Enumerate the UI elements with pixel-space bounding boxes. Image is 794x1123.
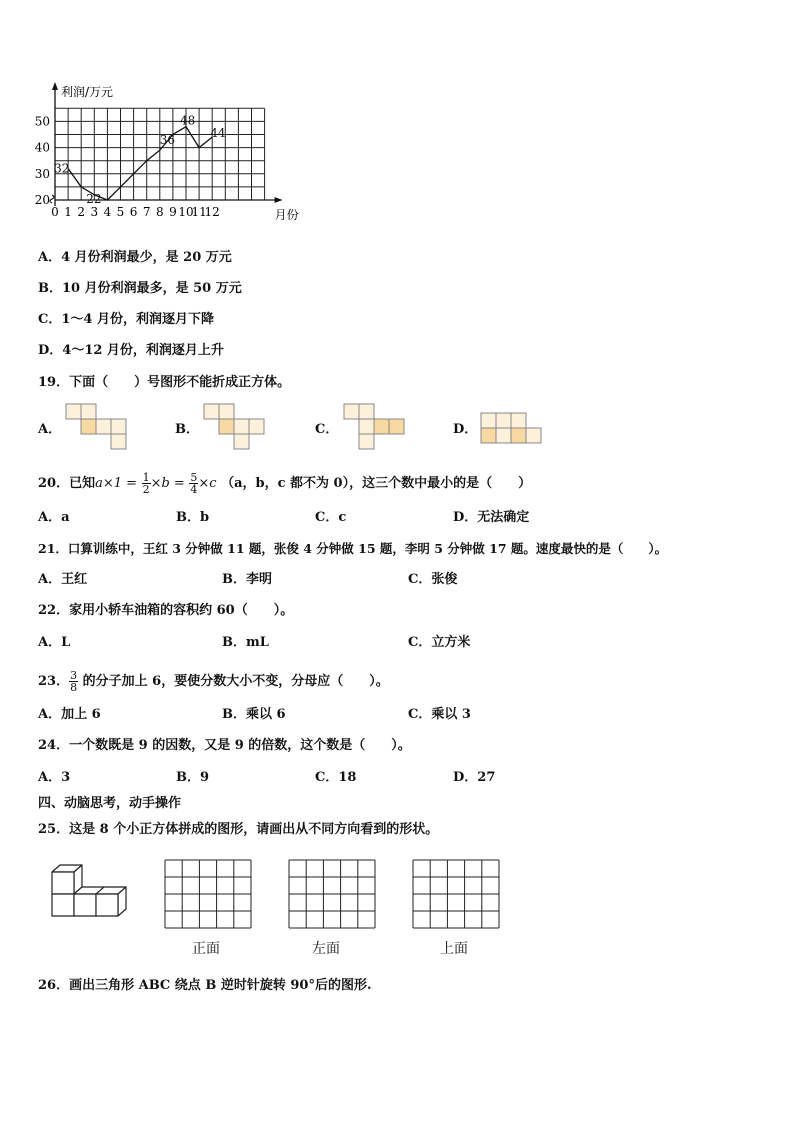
y-axis-label: 利润/万元 [61,85,114,99]
q19-label-b: B． [175,422,199,437]
cube-net-a [66,404,136,452]
q24-option-a: A．3 [38,770,71,785]
profit-series-line [68,127,212,200]
axis-break-mark [50,195,54,203]
x-tick-label: 6 [129,205,138,219]
left-view-grid[interactable] [288,859,376,929]
q24-option-b: B．9 [176,770,210,785]
y-tick-label: 40 [34,140,50,155]
q20-option-d: D．无法确定 [453,510,530,525]
q18-option-b: B．10 月份利润最多，是 50 万元 [38,281,242,296]
q20-option-b: B．b [176,510,210,525]
cube-stack-figure [44,862,134,926]
q22-option-a: A．L [38,635,71,650]
data-label: 36 [159,133,176,148]
x-tick-label: 5 [116,205,125,219]
data-label: 22 [86,191,102,206]
cube-net-b [204,404,274,452]
x-axis-arrow [275,197,283,203]
q20-option-c: C．c [315,510,347,525]
x-tick-label: 11 [191,205,207,219]
x-tick-label: 7 [142,205,151,219]
q24-option-d: D．27 [453,770,496,785]
y-tick-label: 30 [34,166,50,181]
x-tick-label: 10 [178,205,194,219]
q20-stem: 20．已知a×1 = $\frac{1}{2}$ ×b = $\frac{5}{4}$ ×c （a，b，c 都不为 0），这三个数中最小的是（ ） [38,471,532,496]
q25-stem: 25．这是 8 个小正方体拼成的图形，请画出从不同方向看到的形状。 [38,822,439,837]
q19-label-c: C． [315,422,339,437]
x-tick-label: 1 [64,205,72,219]
q21-stem: 21．口算训练中，王红 3 分钟做 11 题，张俊 4 分钟做 15 题，李明 5 分钟做 17 题。速度最快的是（ ）。 [38,541,668,556]
y-axis-arrow [52,82,58,90]
cube-net-d [481,413,551,449]
x-tick-label: 0 [51,205,59,219]
x-tick-label: 2 [77,205,86,219]
top-view-caption: 上面 [440,941,468,957]
q19-label-d: D． [453,422,478,437]
x-tick-label: 8 [155,205,164,219]
q24-option-c: C．18 [315,770,357,785]
q23-stem: 23． $\frac{3}{8}$ 的分子加上 6，要使分数大小不变，分母应（ ）。 [38,669,389,694]
data-label: 32 [54,161,70,176]
q26-stem: 26．画出三角形 ABC 绕点 B 逆时针旋转 90°后的图形. [38,978,372,993]
front-view-grid[interactable] [164,859,252,929]
q23-option-a: A．加上 6 [38,707,101,722]
y-tick-label: 20 [34,193,50,207]
q22-stem: 22．家用小轿车油箱的容积约 60（ ）。 [38,603,294,618]
x-tick-label: 3 [90,205,99,219]
q19-label-a: A． [38,422,62,437]
q18-option-d: D．4～12 月份，利润逐月上升 [38,343,224,358]
q21-option-a: A．王红 [38,572,88,587]
q22-option-b: B．mL [222,635,269,650]
section-heading: 四、动脑思考，动手操作 [38,796,182,811]
cube-net-c [344,404,414,452]
profit-line-chart [0,78,794,238]
data-label: 44 [210,126,226,141]
q21-option-c: C．张俊 [408,572,458,587]
q21-option-b: B．李明 [222,572,272,587]
q19-stem: 19．下面（ ）号图形不能折成正方体。 [38,375,291,390]
q18-option-c: C．1～4 月份，利润逐月下降 [38,312,214,327]
x-tick-label: 12 [204,205,220,219]
q23-option-c: C．乘以 3 [408,707,471,722]
y-tick-label: 50 [34,114,50,129]
x-axis-label: 月份 [274,208,299,222]
x-tick-label: 4 [103,205,112,219]
q22-option-c: C．立方米 [408,635,471,650]
top-view-grid[interactable] [412,859,500,929]
front-view-caption: 正面 [192,941,220,957]
q23-option-b: B．乘以 6 [222,707,286,722]
data-label: 48 [180,113,196,128]
q24-stem: 24．一个数既是 9 的因数，又是 9 的倍数，这个数是（ ）。 [38,738,411,753]
left-view-caption: 左面 [312,941,340,957]
q18-option-a: A．4 月份利润最少，是 20 万元 [38,250,232,265]
q20-option-a: A．a [38,510,70,525]
x-tick-label: 9 [169,205,177,219]
